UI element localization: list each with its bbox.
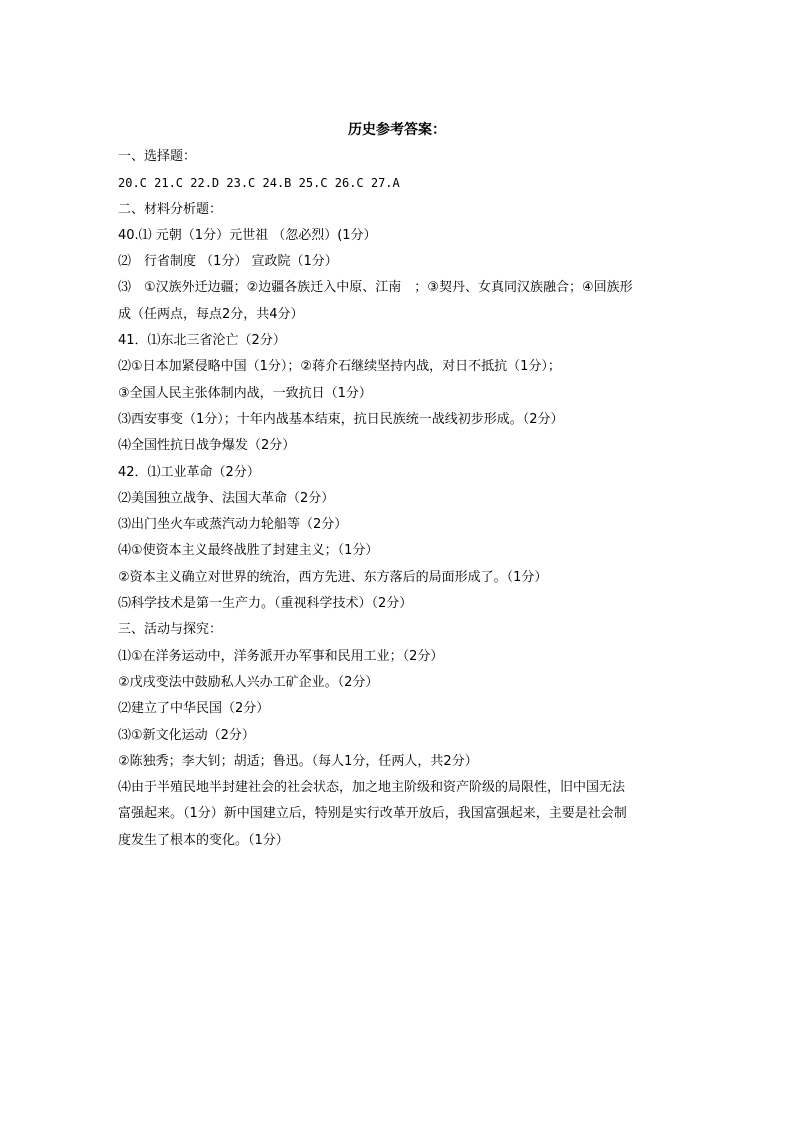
section-heading-choice: 一、选择题： — [118, 149, 197, 164]
answer-line: ⑸科学技术是第一生产力。（重视科学技术）（2分） — [118, 596, 413, 612]
answer-line: ⑷全国性抗日战争爆发（2分） — [118, 438, 296, 454]
answer-line: ②戊戌变法中鼓励私人兴办工矿企业。（2分） — [118, 674, 379, 690]
answer-line: ⑷①使资本主义最终战胜了封建主义；（1分） — [118, 543, 379, 559]
answer-line: 41．⑴东北三省沦亡（2分） — [118, 333, 286, 349]
answer-line: ⑶西安事变（1分）；十年内战基本结束，抗日民族统一战线初步形成。（2分） — [118, 411, 564, 427]
answer-line: ②资本主义确立对世界的统治，西方先进、东方落后的局面形成了。（1分） — [118, 569, 548, 585]
answer-line: ⑵美国独立战争、法国大革命（2分） — [118, 490, 335, 506]
answer-line: 成（任两点，每点2分，共4分） — [118, 306, 304, 322]
answer-line: ⑴①在洋务运动中，洋务派开办军事和民用工业；（2分） — [118, 648, 444, 664]
answer-line: 度发生了根本的变化。（1分） — [118, 832, 289, 848]
answer-line: ③全国人民主张体制内战，一致抗日（1分） — [118, 385, 372, 401]
answer-line: ②陈独秀；李大钊；胡适；鲁迅。（每人1分，任两人，共2分） — [118, 753, 478, 769]
section-heading-material: 二、材料分析题： — [118, 201, 223, 217]
answer-line: ⑶①新文化运动（2分） — [118, 727, 255, 743]
answer-line: ⑷由于半殖民地半封建社会的社会状态，加之地主阶级和资产阶级的局限性，旧中国无法 — [118, 780, 626, 796]
answer-line: ⑶ ①汉族外迁边疆；②边疆各族迁入中原、江南 ；③契丹、女真同汉族融合；④回族形 — [118, 280, 633, 296]
answer-body — [118, 144, 678, 854]
document-title: 历史参考答案： — [348, 122, 446, 138]
section-heading-activity: 三、活动与探究： — [118, 622, 223, 638]
answer-line: 40.⑴ 元朝（1分）元世祖 （忽必烈）(1分） — [118, 227, 377, 243]
answer-line: ⑵ 行省制度 （1分） 宣政院（1分） — [118, 254, 338, 270]
answer-line: ⑵建立了中华民国（2分） — [118, 701, 270, 717]
answer-line: ⑵①日本加紧侵略中国（1分）；②蒋介石继续坚持内战，对日不抵抗（1分）； — [118, 359, 561, 375]
choice-answers: 20.C 21.C 22.D 23.C 24.B 25.C 26.C 27.A — [118, 176, 400, 191]
answer-line: 富强起来。（1分）新中国建立后，特别是实行改革开放后，我国富强起来，主要是社会制 — [118, 806, 627, 822]
answer-line: 42．⑴工业革命（2分） — [118, 464, 260, 480]
answer-line: ⑶出门坐火车或蒸汽动力轮船等（2分） — [118, 517, 348, 533]
